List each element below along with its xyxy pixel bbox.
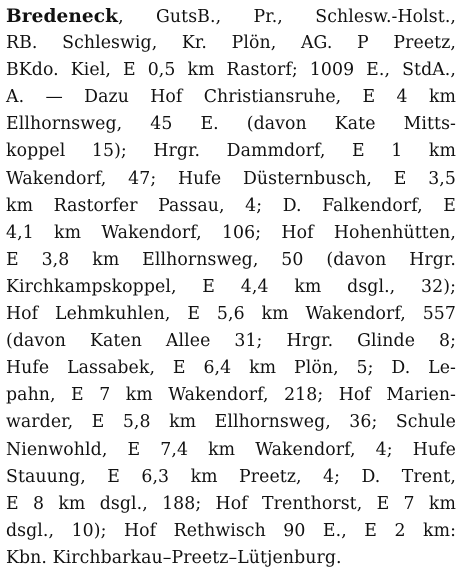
entry-line-15: pahn, E 7 km Wakendorf, 218; Hof Marien- — [6, 385, 456, 406]
gazetteer-entry — [6, 3, 456, 572]
entry-line-14: Hufe Lassabek, E 6,4 km Plön, 5; D. Le- — [6, 358, 456, 379]
entry-line-2: RB. Schleswig, Kr. Plön, AG. P Preetz, — [6, 33, 456, 54]
entry-line-21: Kbn. Kirchbarkau–Preetz–Lütjenburg. — [6, 547, 342, 568]
entry-line-19: E 8 km dsgl., 188; Hof Trenthorst, E 7 km — [6, 493, 456, 514]
entry-line-9: 4,1 km Wakendorf, 106; Hof Hohenhütten, — [6, 222, 456, 243]
entry-line-1-text: , GutsB., Pr., Schlesw.-Holst., — [118, 7, 456, 27]
entry-line-18: Stauung, E 6,3 km Preetz, 4; D. Trent, — [6, 466, 456, 487]
entry-line-13: (davon Katen Allee 31; Hrgr. Glinde 8; — [6, 331, 456, 352]
entry-line-20: dsgl., 10); Hof Rethwisch 90 E., E 2 km: — [6, 520, 456, 541]
entry-line-8: km Rastorfer Passau, 4; D. Falkendorf, E — [6, 195, 456, 216]
entry-line-4: A. — Dazu Hof Christiansruhe, E 4 km — [6, 87, 456, 108]
entry-line-3: BKdo. Kiel, E 0,5 km Rastorf; 1009 E., StdA., — [6, 60, 456, 81]
entry-line-6: koppel 15); Hrgr. Dammdorf, E 1 km — [6, 141, 456, 162]
entry-line-7: Wakendorf, 47; Hufe Düsternbusch, E 3,5 — [6, 168, 456, 189]
entry-line-12: Hof Lehmkuhlen, E 5,6 km Wakendorf, 557 — [6, 304, 456, 325]
entry-line-10: E 3,8 km Ellhornsweg, 50 (davon Hrgr. — [6, 249, 456, 270]
entry-line-11: Kirchkampskoppel, E 4,4 km dsgl., 32); — [6, 276, 456, 297]
entry-headword: Bredeneck — [6, 6, 119, 27]
entry-line-1 — [6, 3, 456, 30]
entry-line-16: warder, E 5,8 km Ellhornsweg, 36; Schule — [6, 412, 456, 433]
entry-line-17: Nienwohld, E 7,4 km Wakendorf, 4; Hufe — [6, 439, 456, 460]
entry-line-5: Ellhornsweg, 45 E. (davon Kate Mitts- — [6, 114, 456, 135]
